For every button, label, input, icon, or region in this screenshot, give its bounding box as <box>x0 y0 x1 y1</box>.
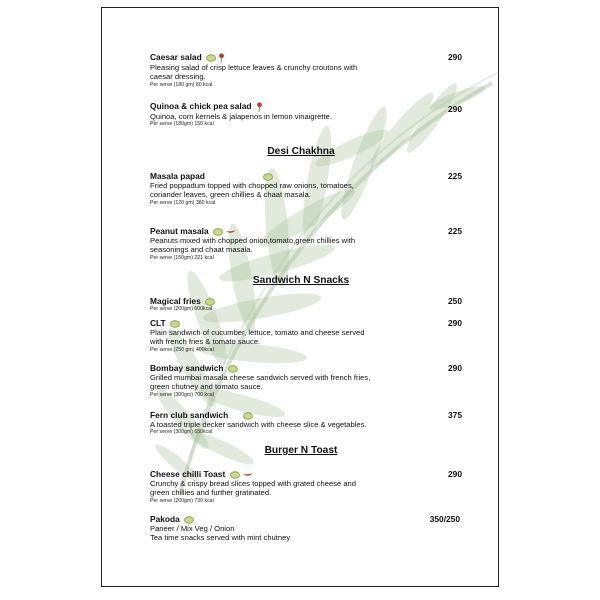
veg-icon <box>230 471 240 479</box>
serving-info: Per serve (120 gm) 380 kcal <box>150 199 216 206</box>
item-name: Cheese chilli Toast <box>150 469 226 479</box>
veg-icon <box>206 54 216 62</box>
item-price: 290 <box>448 318 462 328</box>
item-name: Caesar salad <box>150 52 202 62</box>
item-name: Bombay sandwich <box>150 363 224 373</box>
item-description: Pleasing salad of crisp lettuce leaves & crunchy croutons with caesar dressing. <box>150 62 358 82</box>
menu-item <box>150 52 450 89</box>
veg-icon <box>205 298 215 306</box>
menu-item <box>150 226 450 262</box>
menu-item <box>150 101 450 128</box>
chilli-icon <box>225 229 237 235</box>
item-description: Crunchy & crispy bread slices topped with grated cheese and green chillies and further gratinated. <box>150 479 356 498</box>
veg-icon <box>243 412 253 420</box>
veg-icon <box>213 228 223 236</box>
menu-item <box>150 318 450 354</box>
item-price: 225 <box>448 226 462 236</box>
item-price: 290 <box>448 363 462 373</box>
item-description: Peanuts mixed with chopped onion,tomato,green chillies with seasonings and chaat masala. <box>150 236 356 255</box>
item-description: Grilled mumbai masala cheese sandwich served with french fries, green chutney and tomato sauce. <box>150 373 371 392</box>
item-price: 290 <box>448 52 462 62</box>
item-name: Fern club sandwich <box>150 410 229 420</box>
item-price: 250 <box>448 296 462 306</box>
item-description: Paneer / Mix Veg / Onion Tea time snacks served with mint chutney <box>150 524 291 543</box>
serving-info: Per serve (250 gm) 400kcal <box>150 346 214 353</box>
item-description: Plain sandwich of cucumber, lettuce, tomato and cheese served with french fries & tomato sauce. <box>150 328 365 347</box>
item-description: Fried poppadum topped with chopped raw onions, tomatoes, coriander leaves, green chillies & chaat masala. <box>150 181 354 200</box>
serving-info: Per serve (180gm) 150 kcal <box>150 121 214 128</box>
section-title: Desi Chakhna <box>267 146 335 157</box>
serving-info: Per serve (150gm) 221 kcal <box>150 254 214 261</box>
menu-item <box>150 514 450 543</box>
serving-info: Per serve (200gm) 600kcal <box>150 306 213 312</box>
menu-item <box>150 363 450 399</box>
serving-info: Per serve (300gm) 650kcal <box>150 429 213 436</box>
item-price: 290 <box>448 469 462 479</box>
item-price: 350/250 <box>429 514 460 524</box>
rose-icon <box>256 102 263 112</box>
section-title: Sandwich N Snacks <box>252 275 350 286</box>
menu-item <box>150 296 450 313</box>
item-name: Peanut masala <box>150 226 209 236</box>
veg-icon <box>263 173 273 181</box>
serving-info: Per serve (180 gm) 80 kcal <box>150 81 213 88</box>
serving-info: Per serve (300gm) 700 kcal <box>150 391 214 398</box>
menu-page <box>101 7 499 587</box>
veg-icon <box>170 320 180 328</box>
item-name: Quinoa & chick pea salad <box>150 101 252 111</box>
chilli-icon <box>242 472 254 478</box>
veg-icon <box>184 516 194 524</box>
item-name: Magical fries <box>150 296 201 306</box>
item-description: Quinoa, corn kernels & jalapenos in lemon vinaigrette. <box>150 111 332 121</box>
item-name: CLT <box>150 318 166 328</box>
item-name: Pakoda <box>150 514 180 524</box>
item-price: 375 <box>448 410 462 420</box>
rose-icon <box>218 53 225 63</box>
section-title: Burger N Toast <box>264 445 338 456</box>
item-price: 225 <box>448 171 462 181</box>
menu-item <box>150 171 450 207</box>
serving-info: Per serve (200gm) 730 kcal <box>150 497 214 504</box>
item-price: 290 <box>448 104 462 114</box>
menu-item <box>150 410 450 436</box>
veg-icon <box>228 365 238 373</box>
item-name: Masala papad <box>150 171 205 181</box>
item-description: A toasted triple decker sandwich with cheese slice & vegetables. <box>150 420 367 429</box>
menu-item <box>150 469 450 505</box>
